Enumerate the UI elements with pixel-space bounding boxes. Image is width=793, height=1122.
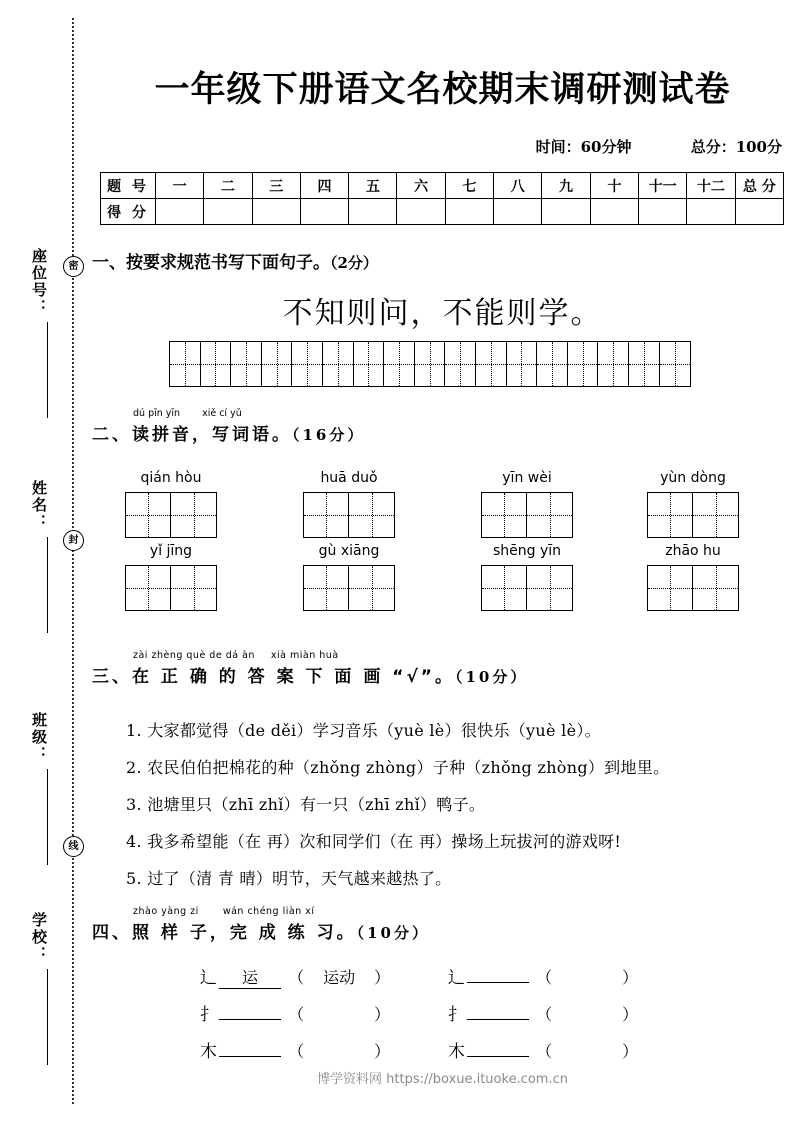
field-student-name[interactable] [20, 480, 50, 633]
score-table [100, 172, 784, 225]
section-1-title: 按要求规范书写下面句子。 [126, 253, 330, 273]
field-seat-number-label: 座位号： [30, 248, 48, 316]
word-answer-grid[interactable] [481, 492, 573, 538]
word-cell[interactable] [693, 566, 738, 610]
question-item[interactable]: 1. 大家都觉得（de děi）学习音乐（yuè lè）很快乐（yuè lè）。 [126, 721, 601, 740]
section-4-number: 四、 [92, 923, 132, 943]
section-4-points: （10分） [356, 924, 430, 942]
page-title: 一年级下册语文名校期末调研测试卷 [154, 70, 731, 110]
radical-paren-close: ） [374, 968, 391, 987]
table-header-cell: 三 [252, 173, 300, 199]
score-cell[interactable] [687, 199, 735, 225]
section-3-heading [92, 662, 528, 687]
question-item[interactable]: 2. 农民伯伯把棉花的种（zhǒng zhòng）子种（zhǒng zhòng）到地里。 [126, 758, 670, 777]
radical-glyph: 木 [448, 1042, 465, 1062]
word-cell[interactable] [126, 493, 171, 537]
table-header-cell: 七 [445, 173, 493, 199]
word-cell[interactable] [126, 566, 171, 610]
seal-badge-feng: 封 [63, 530, 84, 551]
word-pinyin: yīn wèi [502, 470, 552, 486]
radical-answer-blank[interactable] [219, 1056, 281, 1057]
handwriting-cell[interactable] [537, 342, 568, 386]
score-cell[interactable] [542, 199, 590, 225]
score-cell[interactable] [397, 199, 445, 225]
word-pinyin: shēng yīn [492, 543, 562, 559]
word-answer-grid[interactable] [647, 565, 739, 611]
field-class[interactable] [20, 712, 50, 865]
handwriting-cell[interactable] [415, 342, 446, 386]
radical-paren-open: （ [288, 968, 305, 987]
table-header-cell: 六 [397, 173, 445, 199]
word-answer-grid[interactable] [125, 492, 217, 538]
section-4-title: 照 样 子，完 成 练 习。 [132, 923, 357, 943]
table-header-cell: 九 [542, 173, 590, 199]
section-2-points: （16分） [292, 426, 366, 444]
seal-badge-xian: 线 [63, 836, 84, 857]
radical-exercise-row [448, 1000, 638, 1025]
handwriting-cell[interactable] [660, 342, 691, 386]
section-3-title: 在 正 确 的 答 案 下 面 画 “√”。 [132, 667, 455, 687]
seal-badge-mi: 密 [63, 256, 84, 277]
radical-paren-close: ） [374, 1005, 391, 1024]
field-seat-number[interactable] [20, 248, 50, 418]
word-cell[interactable] [648, 566, 693, 610]
word-pinyin: gù xiāng [318, 543, 380, 559]
radical-paren-open: （ [288, 1005, 305, 1024]
seal-line-strip [0, 0, 92, 1122]
section-1-number: 一、 [92, 253, 126, 273]
section-3-pinyin-part2: xià miàn huà [270, 650, 339, 661]
handwriting-cell[interactable] [170, 342, 201, 386]
section-3-pinyin-part1: zài zhèng què de dá àn [133, 650, 255, 661]
table-header-cell: 十二 [687, 173, 735, 199]
score-cell[interactable] [349, 199, 397, 225]
radical-paren-close: ） [622, 1042, 639, 1061]
word-cell[interactable] [482, 566, 527, 610]
word-cell[interactable] [482, 493, 527, 537]
field-seat-number-rule [47, 322, 48, 418]
section-4-pinyin [133, 906, 315, 917]
handwriting-cell[interactable] [323, 342, 354, 386]
section-4-pinyin-part1: zhào yàng zi [133, 906, 199, 917]
table-header-cell: 四 [300, 173, 348, 199]
radical-answer-blank[interactable]: 运 [219, 965, 281, 989]
exam-sheet [92, 0, 793, 1122]
field-student-name-rule [47, 537, 48, 633]
word-pinyin: yùn dòng [660, 470, 726, 486]
handwriting-cell[interactable] [568, 342, 599, 386]
handwriting-cell[interactable] [507, 342, 538, 386]
section-1-points: （2分） [330, 254, 378, 272]
handwriting-cell[interactable] [262, 342, 293, 386]
radical-glyph: 扌 [200, 1005, 217, 1025]
handwriting-cell[interactable] [445, 342, 476, 386]
table-header-cell: 十 [590, 173, 638, 199]
row-header-score: 得 分 [101, 199, 156, 225]
radical-glyph: 木 [200, 1042, 217, 1062]
score-cell[interactable] [735, 199, 783, 225]
radical-paren-close: ） [622, 1005, 639, 1024]
word-pinyin: huā duǒ [320, 470, 378, 486]
radical-answer-blank[interactable] [219, 1019, 281, 1020]
word-cell[interactable] [171, 566, 216, 610]
table-header-cell: 十一 [638, 173, 686, 199]
exam-duration: 时间：60分钟 [535, 138, 632, 156]
table-header-cell: 总 分 [735, 173, 783, 199]
radical-glyph: 辶 [448, 968, 465, 988]
radical-paren-open: （ [536, 1005, 553, 1024]
field-class-label: 班级： [30, 712, 48, 763]
radical-paren-close: ） [622, 968, 639, 987]
score-cell[interactable] [638, 199, 686, 225]
radical-glyph: 辶 [200, 968, 217, 988]
score-cell[interactable] [156, 199, 204, 225]
score-cell[interactable] [590, 199, 638, 225]
radical-paren-open: （ [288, 1042, 305, 1061]
radical-word-blank[interactable]: 运动 [323, 968, 356, 987]
section-3-points: （10分） [454, 668, 529, 686]
score-cell[interactable] [494, 199, 542, 225]
field-school-rule [47, 969, 48, 1065]
word-cell[interactable] [527, 493, 572, 537]
exam-meta [92, 136, 782, 157]
radical-exercise-row [200, 1000, 390, 1025]
handwriting-grid[interactable] [169, 341, 691, 387]
radical-exercise-row [200, 1037, 390, 1062]
table-row-scores [101, 199, 784, 225]
word-answer-grid[interactable] [303, 492, 395, 538]
field-school-label: 学校： [30, 912, 48, 963]
word-cell[interactable] [304, 566, 349, 610]
word-answer-grid[interactable] [303, 565, 395, 611]
word-pinyin: yǐ jīng [149, 543, 193, 559]
section-1-heading [92, 248, 378, 273]
radical-paren-open: （ [536, 1042, 553, 1061]
table-header-cell: 五 [349, 173, 397, 199]
radical-paren-close: ） [374, 1042, 391, 1061]
section-2-pinyin-part2: xiě cí yǔ [202, 408, 242, 419]
section-2-number: 二、 [92, 425, 132, 445]
section-2-pinyin [133, 408, 242, 419]
word-answer-grid[interactable] [481, 565, 573, 611]
word-cell[interactable] [349, 566, 394, 610]
score-cell[interactable] [204, 199, 252, 225]
radical-answer-blank[interactable] [467, 1019, 529, 1020]
word-answer-grid[interactable] [125, 565, 217, 611]
table-header-cell: 一 [156, 173, 204, 199]
handwriting-cell[interactable] [201, 342, 232, 386]
table-header-cell: 二 [204, 173, 252, 199]
score-cell[interactable] [300, 199, 348, 225]
handwriting-cell[interactable] [292, 342, 323, 386]
word-answer-grid[interactable] [647, 492, 739, 538]
section-4-heading [92, 918, 430, 943]
seal-dotted-line [72, 18, 74, 1104]
handwriting-cell[interactable] [629, 342, 660, 386]
handwriting-cell[interactable] [476, 342, 507, 386]
section-2-heading [92, 420, 365, 445]
word-cell[interactable] [648, 493, 693, 537]
handwriting-cell[interactable] [231, 342, 262, 386]
radical-exercise-row [200, 963, 390, 989]
section-3-number: 三、 [92, 667, 132, 687]
question-item[interactable]: 4. 我多希望能（在 再）次和同学们（在 再）操场上玩拔河的游戏呀! [126, 832, 622, 851]
word-cell[interactable] [171, 493, 216, 537]
table-row-question-numbers [101, 173, 784, 199]
section-3-pinyin [133, 650, 339, 661]
word-cell[interactable] [693, 493, 738, 537]
score-cell[interactable] [252, 199, 300, 225]
radical-answer-blank[interactable] [467, 1056, 529, 1057]
question-item[interactable]: 3. 池塘里只（zhī zhǐ）有一只（zhī zhǐ）鸭子。 [126, 795, 486, 814]
radical-exercise-row [448, 963, 638, 988]
radical-glyph: 扌 [448, 1005, 465, 1025]
radical-exercise-row [448, 1037, 638, 1062]
section-2-pinyin-part1: dú pīn yīn [133, 408, 181, 419]
score-cell[interactable] [445, 199, 493, 225]
section-4-pinyin-part2: wán chéng liàn xí [222, 906, 315, 917]
model-sentence: 不知则问，不能则学。 [282, 296, 603, 331]
word-cell[interactable] [349, 493, 394, 537]
word-cell[interactable] [527, 566, 572, 610]
exam-total-score: 总分：100分 [690, 138, 782, 156]
field-class-rule [47, 769, 48, 865]
question-item[interactable]: 5. 过了（清 青 晴）明节，天气越来越热了。 [126, 869, 452, 888]
footer-watermark: 博学资料网 https://boxue.ituoke.com.cn [317, 1072, 568, 1087]
radical-paren-open: （ [536, 968, 553, 987]
word-pinyin: zhāo hu [665, 543, 721, 559]
handwriting-cell[interactable] [598, 342, 629, 386]
word-pinyin: qián hòu [140, 470, 202, 486]
table-header-cell: 八 [494, 173, 542, 199]
handwriting-cell[interactable] [384, 342, 415, 386]
handwriting-cell[interactable] [354, 342, 385, 386]
radical-answer-blank[interactable] [467, 982, 529, 983]
row-header-question-no: 题 号 [101, 173, 156, 199]
word-cell[interactable] [304, 493, 349, 537]
field-school[interactable] [20, 912, 50, 1065]
field-student-name-label: 姓名： [30, 480, 48, 531]
section-2-title: 读拼音，写词语。 [132, 425, 292, 445]
